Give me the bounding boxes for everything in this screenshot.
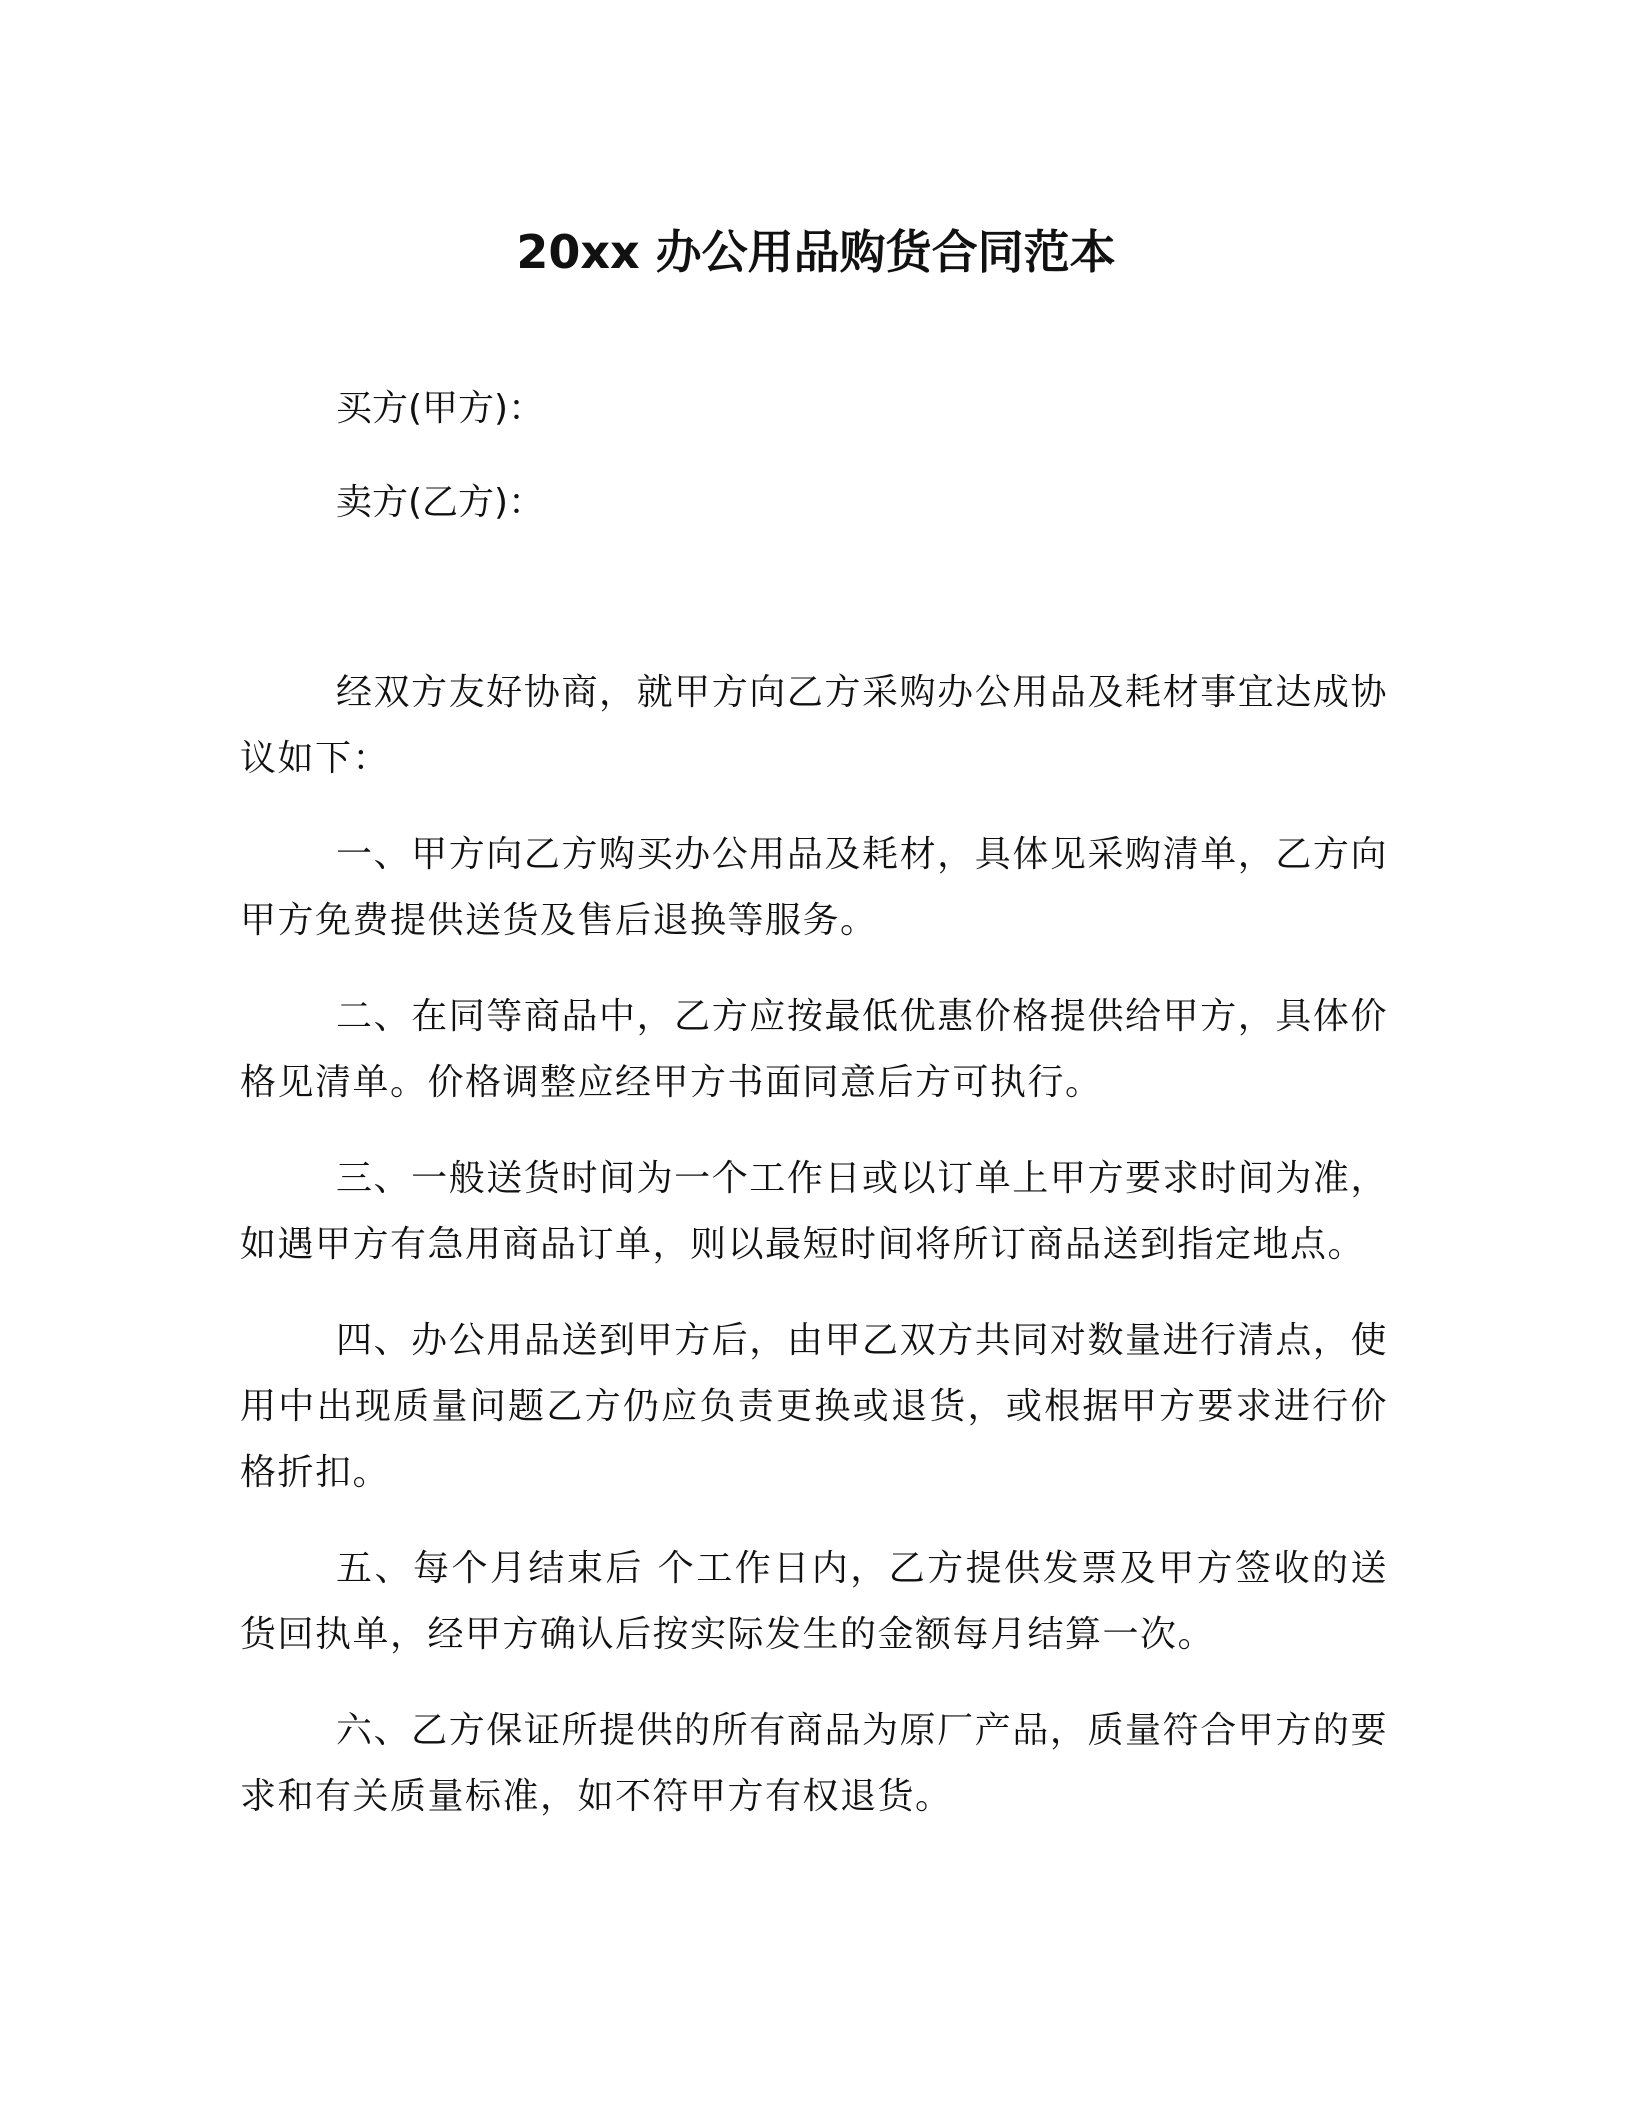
intro-paragraph: 经双方友好协商，就甲方向乙方采购办公用品及耗材事宜达成协议如下： xyxy=(240,672,1388,779)
clause-3: 三、一般送货时间为一个工作日或以订单上甲方要求时间为准，如遇甲方有急用商品订单，则以最短时间将所订商品送到指定地点。 xyxy=(240,1158,1388,1265)
buyer-label: 买方(甲方)： xyxy=(336,388,545,429)
clause-2: 二、在同等商品中，乙方应按最低优惠价格提供给甲方，具体价格见清单。价格调整应经甲方书面同意后方可执行。 xyxy=(240,996,1388,1103)
clause-6: 六、乙方保证所提供的所有商品为原厂产品，质量符合甲方的要求和有关质量标准，如不符甲方有权退货。 xyxy=(240,1710,1388,1817)
contract-body xyxy=(240,660,1388,1860)
document-title: 20xx 办公用品购货合同范本 xyxy=(516,225,1116,279)
seller-label: 卖方(乙方)： xyxy=(336,482,545,523)
clause-1: 一、甲方向乙方购买办公用品及耗材，具体见采购清单，乙方向甲方免费提供送货及售后退换等服务。 xyxy=(240,834,1388,941)
clause-4: 四、办公用品送到甲方后，由甲乙双方共同对数量进行清点，使用中出现质量问题乙方仍应负责更换或退货，或根据甲方要求进行价格折扣。 xyxy=(240,1320,1388,1493)
clause-5: 五、每个月结束后 个工作日内，乙方提供发票及甲方签收的送货回执单，经甲方确认后按实际发生的金额每月结算一次。 xyxy=(240,1548,1388,1655)
